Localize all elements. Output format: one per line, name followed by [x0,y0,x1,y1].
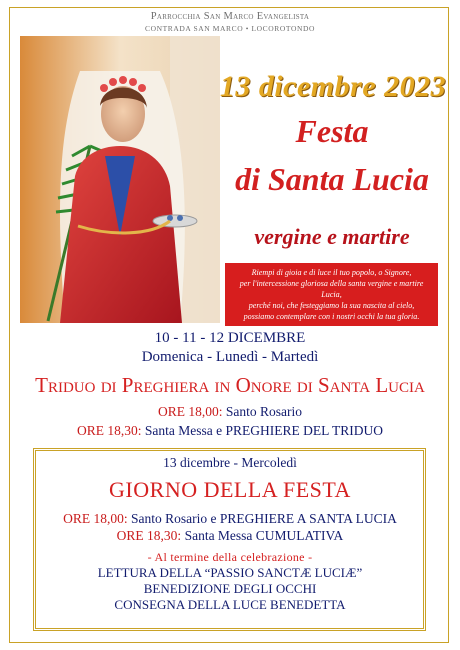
festa-title-line1: Festa [295,113,369,149]
closing-item: BENEDIZIONE DEGLI OCCHI [143,581,317,596]
schedule-text: Santa Messa CUMULATIVA [181,528,344,543]
triduo-schedule-item [0,423,460,439]
prayer-box [225,263,438,326]
festa-schedule-item [0,511,460,527]
closing-note: - Al termine della celebrazione - [147,550,313,564]
closing-item: LETTURA DELLA “PASSIO SANCTÆ LUCIÆ” [97,565,363,580]
festa-day-title: GIORNO DELLA FESTA [109,477,351,502]
festa-title-line2: di Santa Lucia [235,161,429,197]
prayer-line-3: perché noi, che festeggiamo la sua nascita al cielo, [248,300,415,310]
statue-image [20,36,220,323]
festa-schedule-item [0,528,460,544]
prayer-line-4: possiamo contemplare con i nostri occhi la tua gloria. [243,311,420,321]
schedule-time: ORE 18,30: [77,423,142,438]
triduo-title: Triduo di Preghiera in Onore di Santa Lucia [35,373,425,397]
schedule-time: ORE 18,00: [157,404,223,419]
prayer-line-2: per l'intercessione gloriosa della santa vergine e martire Lucia, [239,278,424,299]
triduo-days: Domenica - Lunedì - Martedì [141,349,319,365]
festa-day-date: 13 dicembre - Mercoledì [163,455,297,470]
schedule-text: Santo Rosario [222,404,302,419]
triduo-schedule-item [0,404,460,420]
parish-name: Parrocchia San Marco Evangelista [150,11,310,22]
schedule-text: Santo Rosario e PREGHIERE A SANTA LUCIA [127,511,397,526]
triduo-dates: 10 - 11 - 12 DICEMBRE [154,330,306,346]
prayer-line-1: Riempi di gioia e di luce il tuo popolo, o Signore, [251,268,412,277]
schedule-time: ORE 18,30: [116,528,182,543]
subtitle: vergine e martire [254,224,410,249]
parish-location: CONTRADA SAN MARCO • LOCOROTONDO [144,24,316,33]
schedule-time: ORE 18,00: [63,511,128,526]
schedule-text: Santa Messa e PREGHIERE DEL TRIDUO [141,423,383,438]
event-date-title: 13 dicembre 2023 [219,70,447,103]
closing-item: CONSEGNA DELLA LUCE BENEDETTA [114,597,346,612]
